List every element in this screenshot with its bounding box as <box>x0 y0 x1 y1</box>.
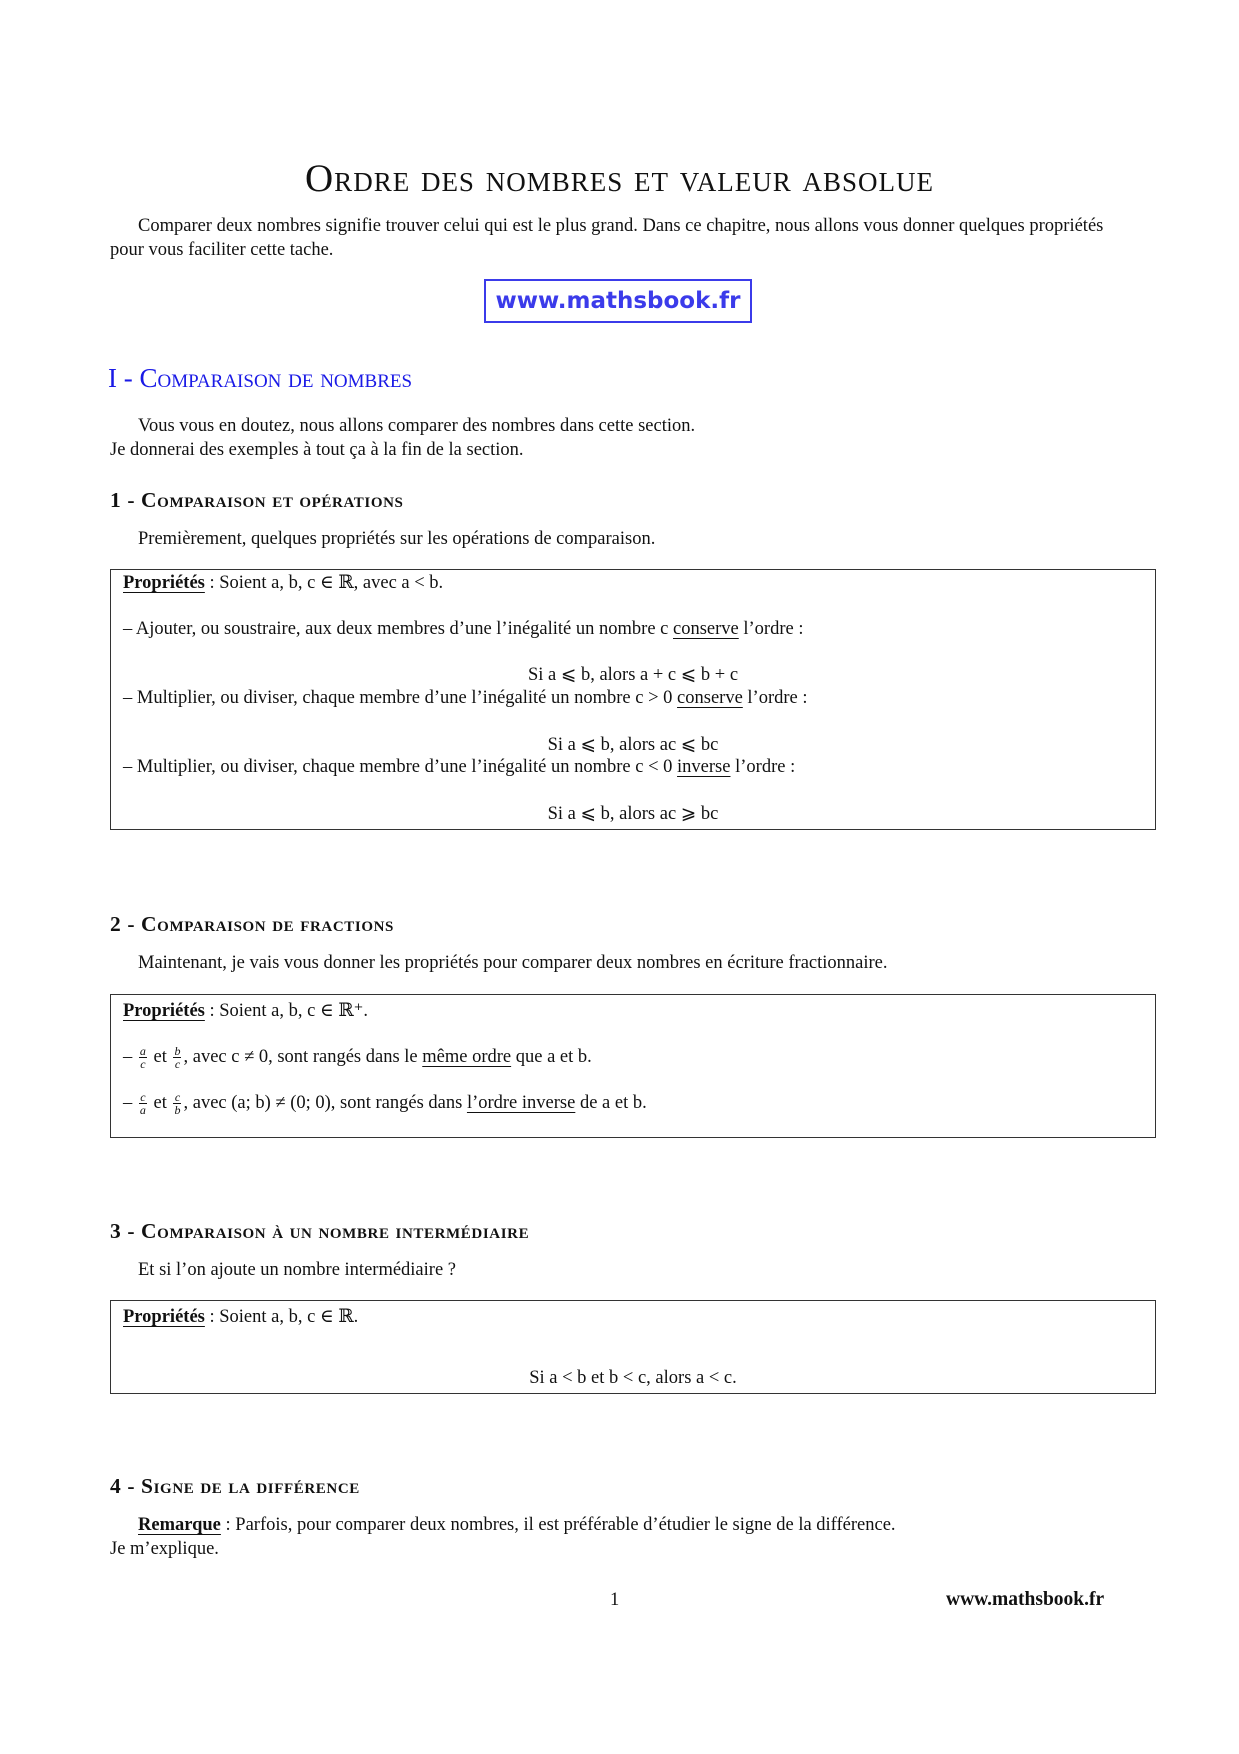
box-1-item-2: – Multiplier, ou diviser, chaque membre d’une l’inégalité un nombre c > 0 conserve l’ordre : <box>123 688 808 708</box>
box-1-item-3: – Multiplier, ou diviser, chaque membre d’une l’inégalité un nombre c < 0 inverse l’ordre : <box>123 757 796 777</box>
subsection-3-title: 3 - Comparaison à un nombre intermédiaire <box>110 1219 530 1243</box>
subsection-1-title: 1 - Comparaison et opérations <box>110 488 404 512</box>
properties-box-2 <box>110 994 1156 1138</box>
page-number: 1 <box>610 1590 620 1610</box>
subsection-4-title: 4 - Signe de la différence <box>110 1474 360 1498</box>
box-1-item-1: – Ajouter, ou soustraire, aux deux membres d’une l’inégalité un nombre c conserve l’ordre : <box>123 619 804 639</box>
subsection-1-intro: Premièrement, quelques propriétés sur les opérations de comparaison. <box>138 529 656 549</box>
box-1-header: Propriétés : Soient a, b, c ∈ ℝ, avec a < b. <box>123 573 444 593</box>
fraction-c-over-a: $\frac{c}{a}$ <box>139 1090 146 1118</box>
remark-line-2: Je m’explique. <box>110 1539 219 1559</box>
box-1-formula-1: Si a ⩽ b, alors a + c ⩽ b + c <box>527 665 739 685</box>
properties-box-1 <box>110 569 1156 830</box>
box-2-item-1: – $\frac{a}{c}$ et $\frac{b}{c}$ , avec c ≠ 0, sont rangés dans le même ordre que a et b. <box>123 1044 592 1072</box>
subsection-2-title: 2 - Comparaison de fractions <box>110 912 394 936</box>
section-1-intro-2: Je donnerai des exemples à tout ça à la fin de la section. <box>110 440 524 460</box>
properties-label: Propriétés <box>123 1307 205 1327</box>
subsection-3-intro: Et si l’on ajoute un nombre intermédiaire ? <box>138 1260 456 1280</box>
box-2-header: Propriétés : Soient a, b, c ∈ ℝ⁺. <box>123 1001 369 1021</box>
fraction-a-over-c: $\frac{a}{c}$ <box>139 1044 146 1072</box>
box-1-formula-3: Si a ⩽ b, alors ac ⩾ bc <box>547 804 719 824</box>
box-1-formula-2: Si a ⩽ b, alors ac ⩽ bc <box>547 735 719 755</box>
site-link-box[interactable]: www.mathsbook.fr <box>484 279 752 323</box>
section-1-title: I - Comparaison de nombres <box>108 363 413 393</box>
box-3-header: Propriétés : Soient a, b, c ∈ ℝ. <box>123 1307 359 1327</box>
properties-label: Propriétés <box>123 573 205 593</box>
footer-link[interactable]: www.mathsbook.fr <box>946 1589 1105 1610</box>
box-3-formula: Si a < b et b < c, alors a < c. <box>529 1368 737 1388</box>
properties-label: Propriétés <box>123 1001 205 1021</box>
page-title: Ordre des nombres et valeur absolue <box>305 157 934 200</box>
properties-box-3 <box>110 1300 1156 1394</box>
intro-paragraph: Comparer deux nombres signifie trouver celui qui est le plus grand. Dans ce chapitre, nous allons vous donner quelques propriétés pour vous faciliter cette tache. <box>110 216 1104 260</box>
fraction-c-over-b: $\frac{c}{b}$ <box>174 1090 181 1118</box>
section-1-intro-1: Vous vous en doutez, nous allons comparer des nombres dans cette section. <box>138 416 696 436</box>
fraction-b-over-c: $\frac{b}{c}$ <box>174 1044 181 1072</box>
box-2-item-2: – $\frac{c}{a}$ et $\frac{c}{b}$ , avec (a; b) ≠ (0; 0), sont rangés dans l’ordre inverse de a et b. <box>123 1090 647 1118</box>
subsection-2-intro: Maintenant, je vais vous donner les propriétés pour comparer deux nombres en écriture fractionnaire. <box>138 953 888 973</box>
remark-paragraph: Remarque : Parfois, pour comparer deux nombres, il est préférable d’étudier le signe de la différence. <box>138 1515 896 1535</box>
remark-label: Remarque <box>138 1515 221 1535</box>
